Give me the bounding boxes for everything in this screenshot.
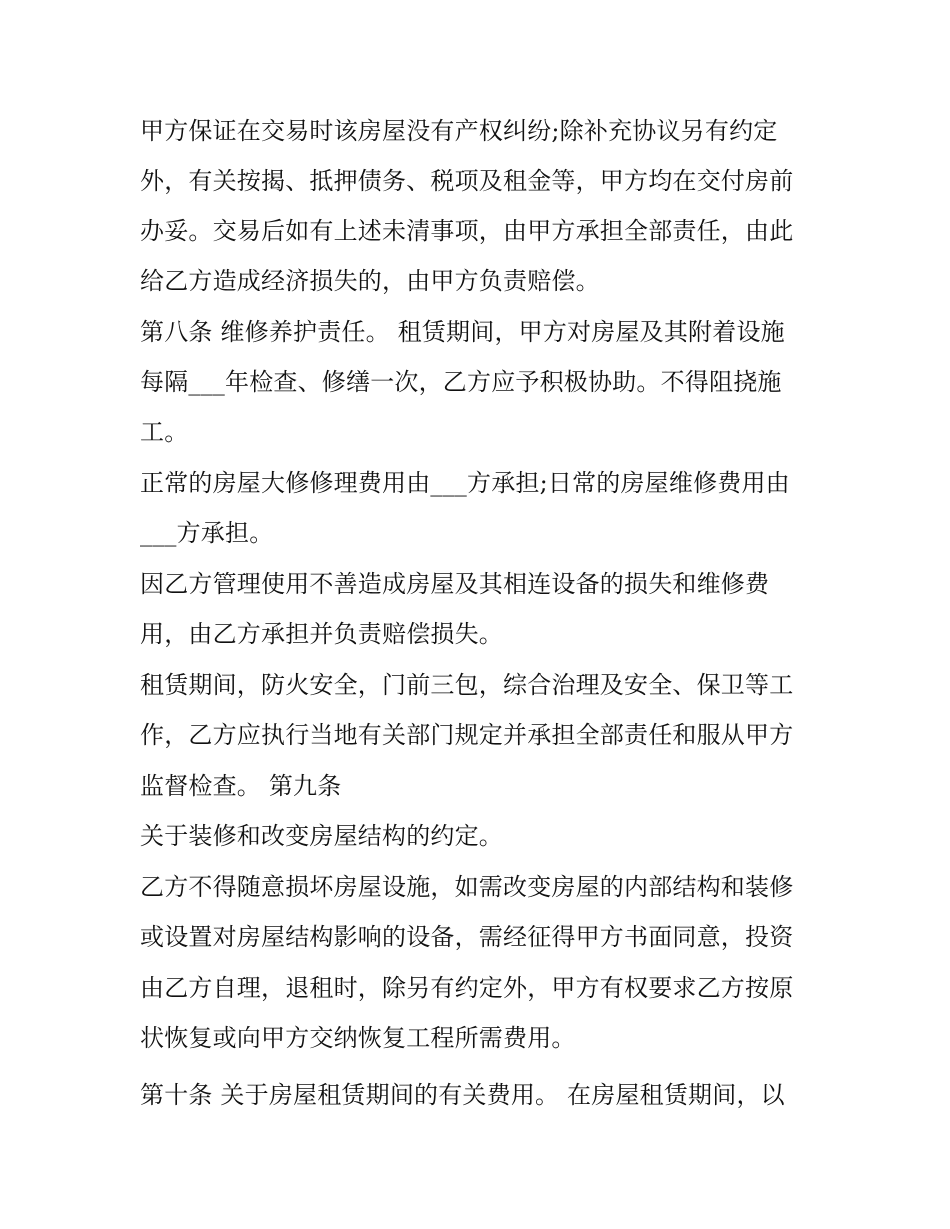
text-line: 办妥。交易后如有上述未清事项，由甲方承担全部责任，由此 (140, 217, 794, 245)
text-line: 作，乙方应执行当地有关部门规定并承担全部责任和服从甲方 (140, 721, 794, 749)
text-line: 给乙方造成经济损失的，由甲方负责赔偿。 (140, 267, 600, 295)
text-line: 第十条 关于房屋租赁期间的有关费用。 在房屋租赁期间，以 (140, 1081, 785, 1109)
text-line: ___方承担。 (140, 519, 274, 547)
text-line: 正常的房屋大修修理费用由___方承担;日常的房屋维修费用由 (140, 469, 790, 497)
text-line: 工。 (140, 418, 189, 446)
text-line: 乙方不得随意损坏房屋设施，如需改变房屋的内部结构和装修 (140, 873, 794, 901)
text-line: 由乙方自理，退租时，除另有约定外，甲方有权要求乙方按原 (140, 974, 794, 1002)
text-line: 因乙方管理使用不善造成房屋及其相连设备的损失和维修费 (140, 570, 770, 598)
text-line: 租赁期间，防火安全，门前三包，综合治理及安全、保卫等工 (140, 671, 794, 699)
text-line: 监督检查。 第九条 (140, 772, 342, 800)
text-line: 关于装修和改变房屋结构的约定。 (140, 822, 503, 850)
text-line: 用，由乙方承担并负责赔偿损失。 (140, 620, 503, 648)
text-line: 状恢复或向甲方交纳恢复工程所需费用。 (140, 1024, 576, 1052)
text-line: 甲方保证在交易时该房屋没有产权纠纷;除补充协议另有约定 (140, 117, 778, 145)
text-line: 或设置对房屋结构影响的设备，需经征得甲方书面同意，投资 (140, 923, 794, 951)
text-line: 第八条 维修养护责任。 租赁期间，甲方对房屋及其附着设施 (140, 318, 785, 346)
text-line: 每隔___年检查、修缮一次，乙方应予积极协助。不得阻挠施 (140, 368, 782, 396)
text-line: 外，有关按揭、抵押债务、税项及租金等，甲方均在交付房前 (140, 167, 794, 195)
